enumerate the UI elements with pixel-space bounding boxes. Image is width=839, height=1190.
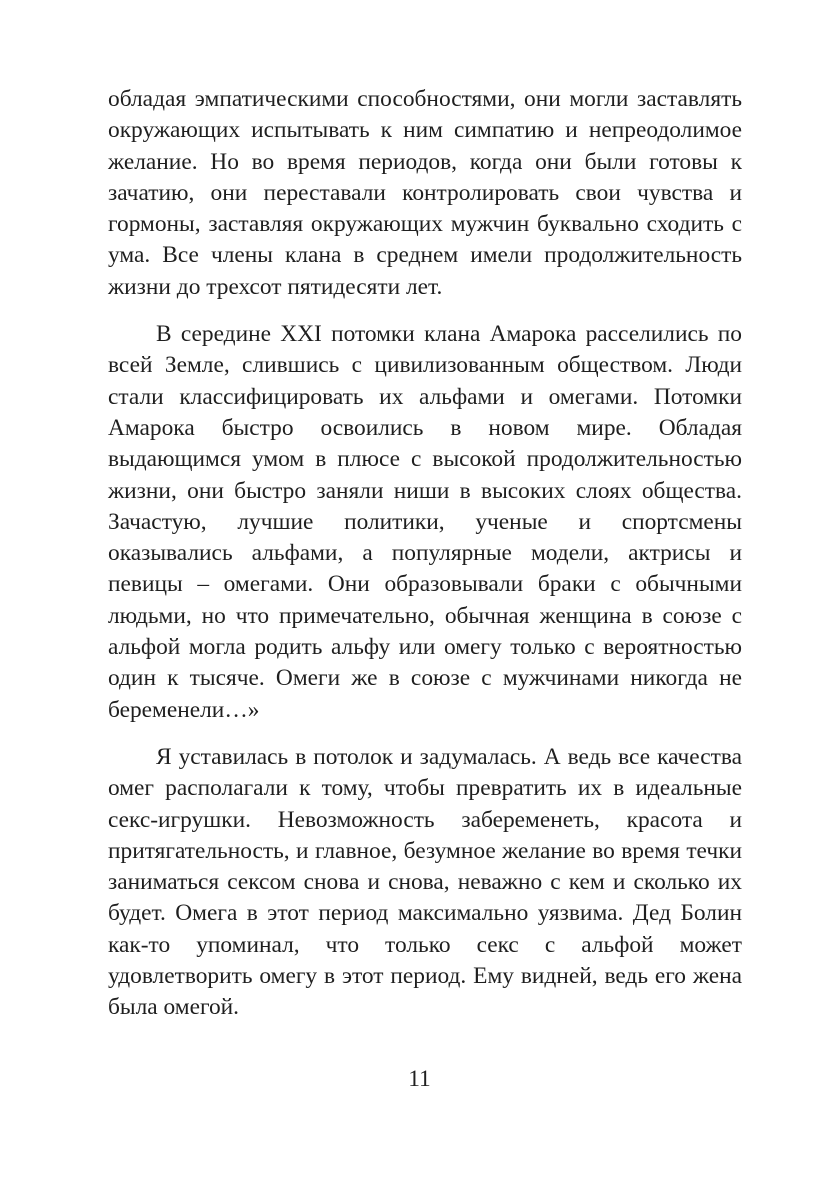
paragraph-1: обладая эмпатическими способностями, они могли заставлять окружающих испытывать к ним симпатию и непреодолимое желание. Но во время периодов, когда они были готовы к зачатию, они переставали контролировать свои чувства и гормоны, заставляя окружающих мужчин буквально сходить с ума. Все члены клана в среднем имели продолжительность жизни до трехсот пятидесяти лет. xyxy=(108,86,742,300)
paragraph-3: Я уставилась в потолок и задумалась. А ведь все качества омег располагали к тому, чтобы превратить их в идеальные секс-игрушки. Невозможность забеременеть, красота и притягательность, и главное, безумное желание во время течки заниматься сексом снова и снова, неважно с кем и сколько их будет. Омега в этот период максимально уязвима. Дед Болин как-то упоминал, что только секс с альфой может удовлетворить омегу в этот период. Ему видней, ведь его жена была омегой. xyxy=(108,743,742,1021)
page-body xyxy=(108,84,742,1024)
page-number: 11 xyxy=(408,1066,431,1092)
paragraph-2: В середине XXI потомки клана Амарока расселились по всей Земле, слившись с цивилизованным обществом. Люди стали классифицировать их альфами и омегами. Потомки Амарока быстро освоились в новом мире. Обладая выдающимся умом в плюсе с высокой продолжительностью жизни, они быстро заняли ниши в высоких слоях общества. Зачастую, лучшие политики, ученые и спортсмены оказывались альфами, а популярные модели, актрисы и певицы – омегами. Они образовывали браки с обычными людьми, но что примечательно, обычная женщина в союзе с альфой могла родить альфу или омегу только с вероятностью один к тысяче. Омеги же в союзе с мужчинами никогда не беременели…» xyxy=(108,321,742,723)
